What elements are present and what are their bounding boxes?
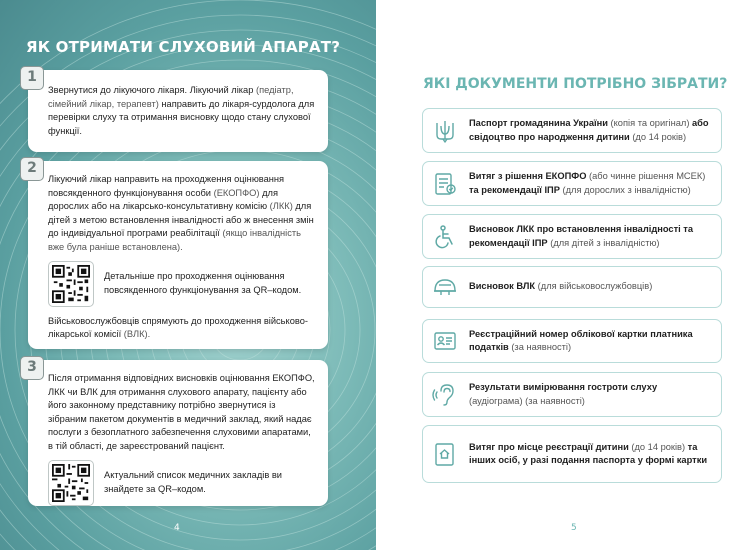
document-card-audiogram (422, 372, 722, 417)
step-number-3: 3 (20, 356, 44, 380)
qr-code-icon (52, 464, 90, 502)
qr-row-facilities (48, 460, 316, 506)
step-1-text: Звернутися до лікуючого лікаря. Лікуючий лікар (педіатр, сімейний лікар, терапевт) направить до лікаря-сурдолога для перевірки слуху та отримання висновку щодо стану слухової функції. (48, 85, 315, 136)
document-text: Витяг з рішення ЕКОПФО (або чинне рішення МСЕК) та рекомендації ІПР (для дорослих з інвалідністю) (469, 171, 706, 195)
document-text: Висновок ЛКК про встановлення інвалідності та рекомендації ІПР (для дітей з інвалідністю) (469, 224, 694, 248)
qr-facilities-text: Актуальний список медичних закладів ви знайдете за QR–кодом. (104, 469, 282, 494)
page-number-left: 4 (174, 523, 180, 533)
document-card-passport (422, 108, 722, 153)
step-card-1 (28, 70, 328, 152)
military-referral-text: Військовослужбовців спрямують до проходження військово-лікарської комісії (ВЛК). (48, 315, 308, 340)
step-2-text: Лікуючий лікар направить на проходження оцінювання повсякденного функціонування особи (ЕКОПФО) для дорослих або на лікарсько-консультативну комісію (ЛКК) для дітей з метою встановлення інвалідності або ж внесення змін до індивідуальної програми реабілітації (якщо інвалідність вже була раніше встановлена). (48, 174, 314, 252)
document-text: Витяг про місце реєстрації дитини (до 14 років) та інших осіб, у разі подання паспорта у формі картки (469, 441, 708, 465)
left-page-title: ЯК ОТРИМАТИ СЛУХОВИЙ АПАРАТ? (26, 38, 341, 56)
qr-code-functioning[interactable] (48, 261, 94, 307)
step-number-2: 2 (20, 157, 44, 181)
document-text: Реєстраційний номер облікової картки платника податків (за наявності) (469, 328, 693, 352)
id-card-icon (431, 327, 459, 355)
step-card-3 (28, 360, 328, 506)
ear-icon (431, 381, 459, 409)
document-text: Паспорт громадянина України (копія та оригінал) або свідоцтво про народження дитини (до 14 років) (469, 118, 709, 142)
step-card-2 (28, 161, 328, 349)
house-document-icon (431, 440, 459, 468)
document-card-tax-number (422, 319, 722, 363)
document-text: Висновок ВЛК (для військовослужбовців) (469, 281, 653, 292)
qr-code-icon (52, 265, 90, 303)
step-number-1: 1 (20, 66, 44, 90)
document-list-icon (431, 170, 459, 198)
helmet-icon (431, 273, 459, 301)
document-card-residence (422, 425, 722, 483)
document-card-ekopfo (422, 161, 722, 206)
trident-icon (431, 117, 459, 145)
step-3-text: Після отримання відповідних висновків оцінювання ЕКОПФО, ЛКК чи ВЛК для отримання слухового апарату, пацієнту або його законному представнику потрібно звернутися із зібраним пакетом документів в медичний заклад, який надає послуги з безоплатного забезпечення слуховими апаратами, в тій області, де зареєстрований пацієнт. (48, 373, 315, 451)
right-page (376, 0, 750, 550)
qr-code-facilities[interactable] (48, 460, 94, 506)
document-text: Результати вимірювання гостроти слуху (аудіограма) (за наявності) (469, 382, 658, 406)
document-card-vlk (422, 266, 722, 308)
qr-functioning-text: Детальніше про проходження оцінювання повсякденного функціонування за QR–кодом. (104, 270, 302, 295)
document-card-lkk (422, 214, 722, 259)
wheelchair-icon (431, 223, 459, 251)
page-number-right: 5 (571, 523, 577, 533)
qr-row-functioning (48, 261, 316, 307)
right-page-title: ЯКІ ДОКУМЕНТИ ПОТРІБНО ЗІБРАТИ? (423, 76, 728, 92)
